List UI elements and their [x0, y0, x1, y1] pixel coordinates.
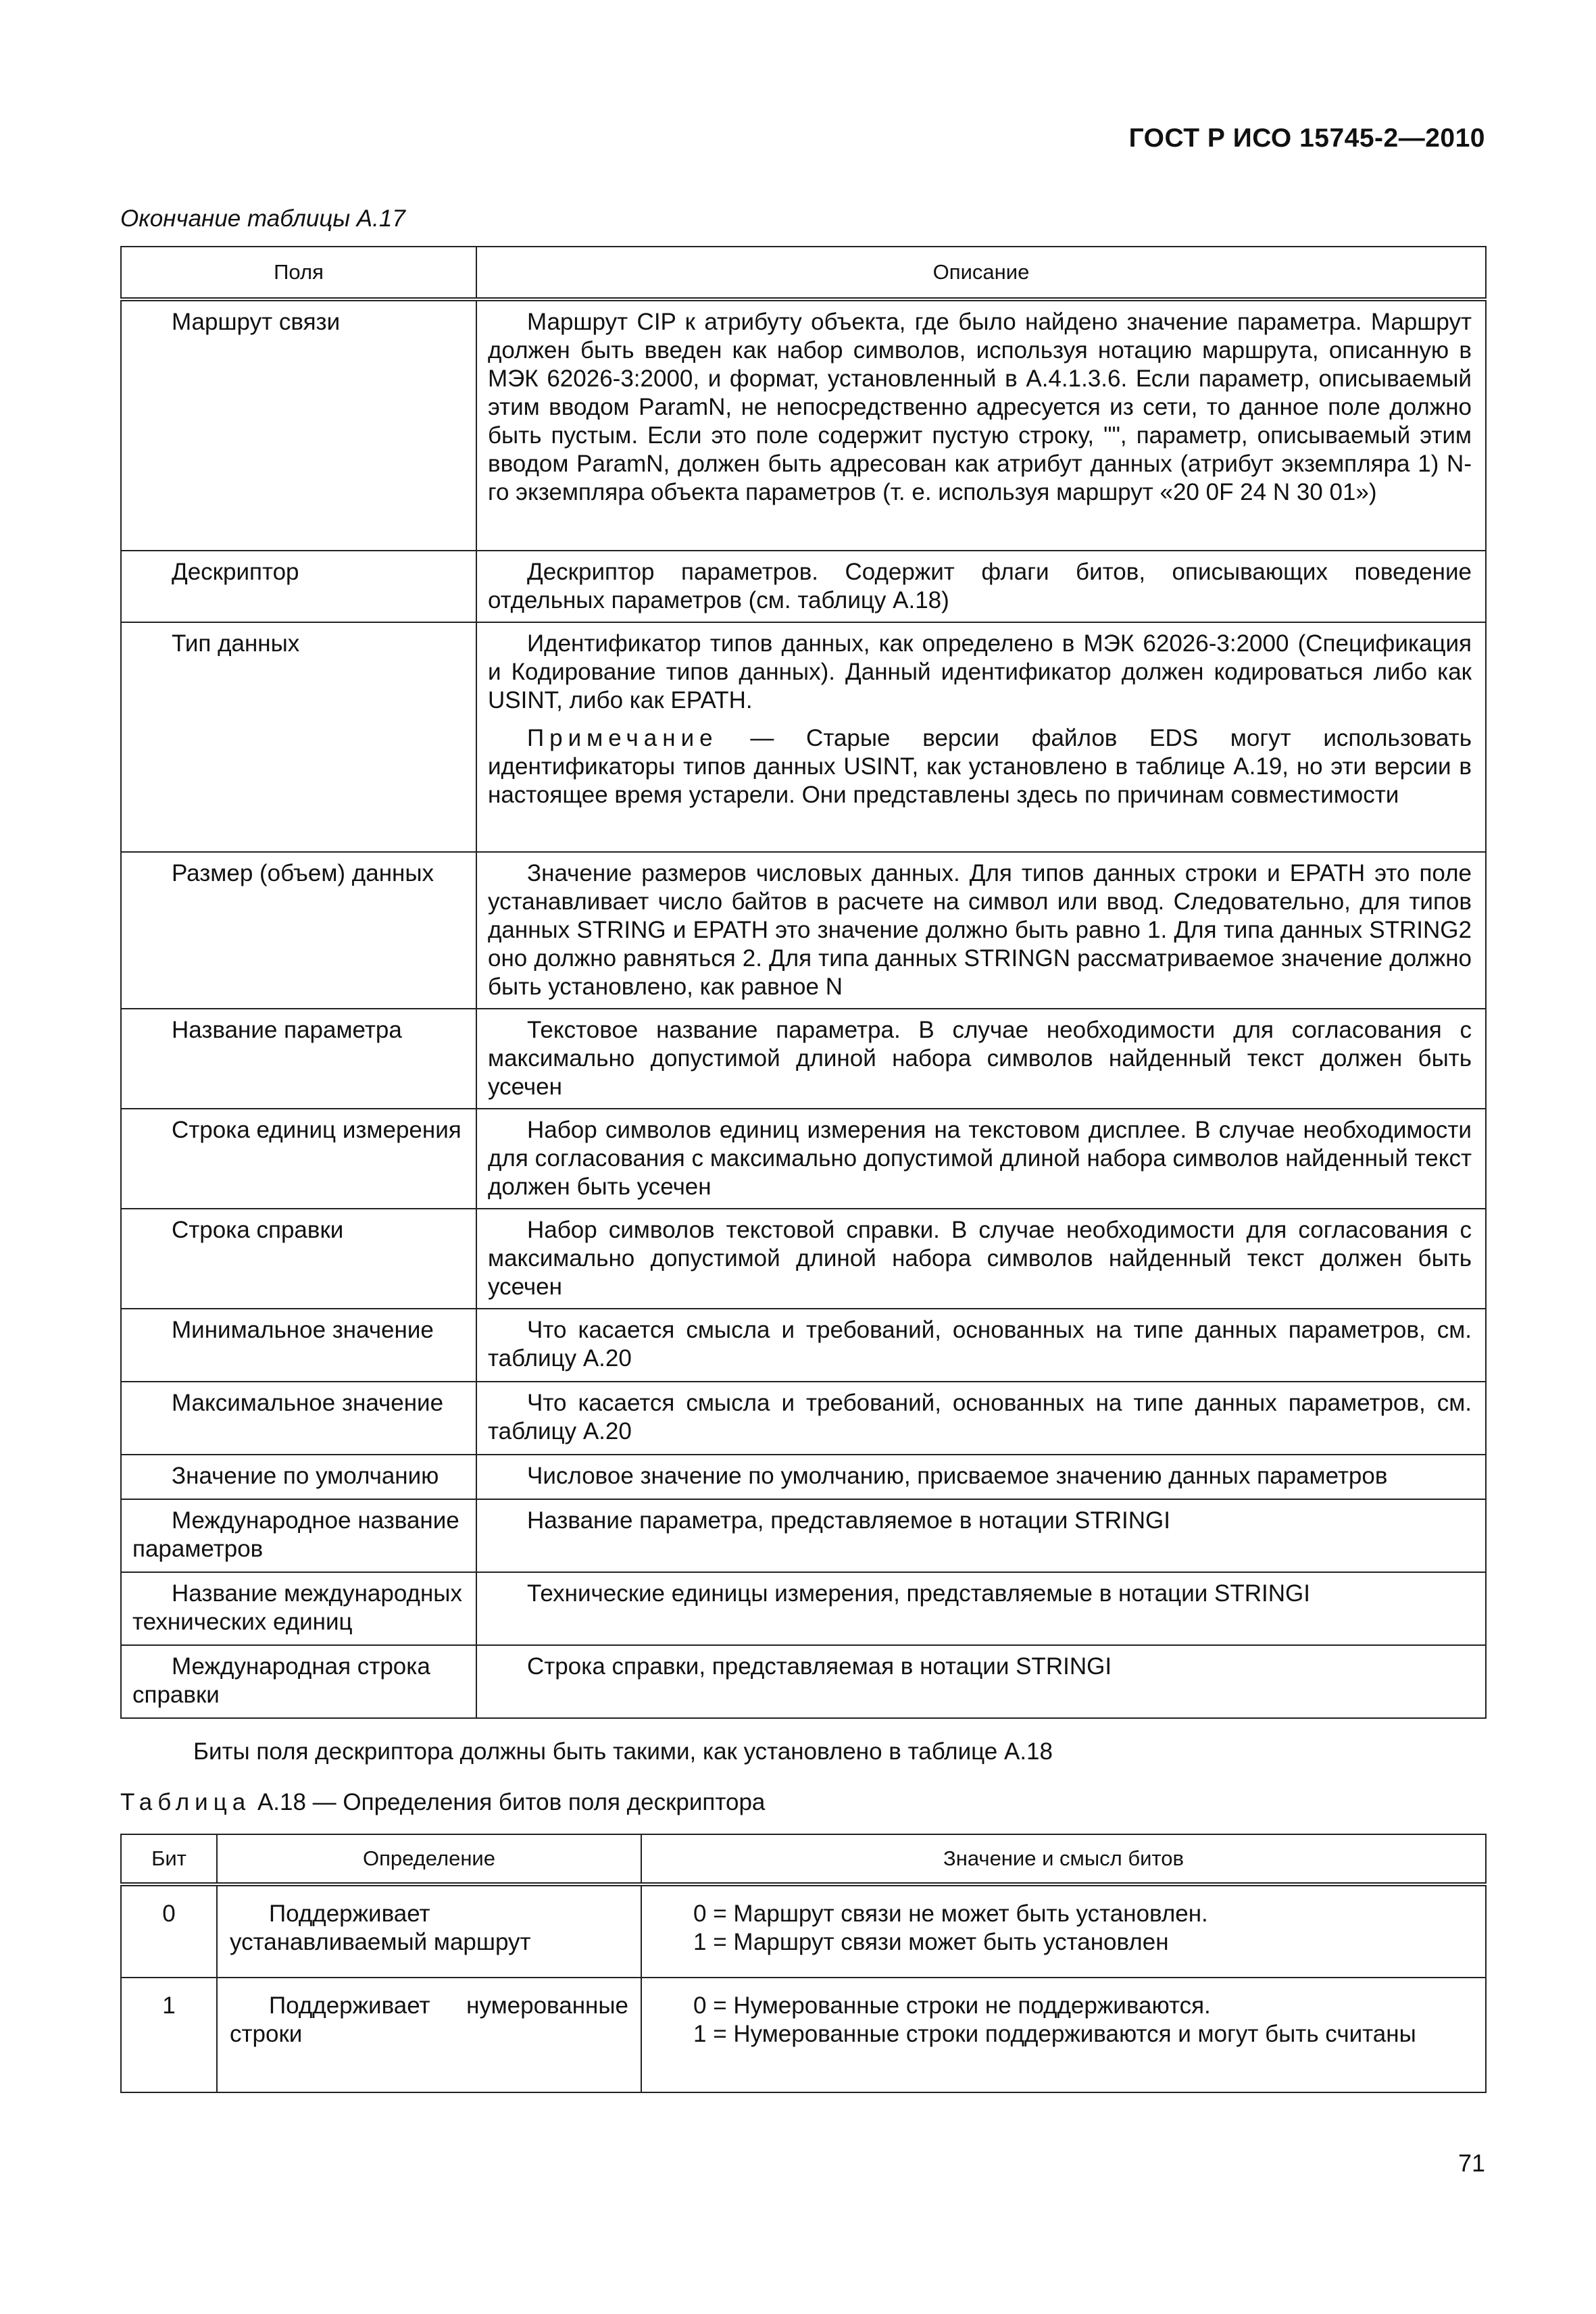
table-row: [121, 1645, 1486, 1718]
table-a18-title: [120, 1789, 765, 1816]
field-cell: Размер (объем) данных: [121, 852, 476, 1009]
field-cell: Маршрут связи: [121, 299, 476, 551]
table-row: [121, 622, 1486, 852]
body-paragraph: Биты поля дескриптора должны быть такими, как установлено в таблице А.18: [193, 1738, 1053, 1765]
field-cell: Значение по умолчанию: [121, 1455, 476, 1499]
column-header-meaning: Значение и смысл битов: [641, 1834, 1486, 1884]
table-row: [121, 1109, 1486, 1209]
table-row: [121, 1382, 1486, 1455]
note-label: Примечание: [527, 725, 718, 751]
field-cell: Минимальное значение: [121, 1309, 476, 1382]
table-a17: [120, 246, 1487, 1719]
table-row: [121, 852, 1486, 1009]
table-row: [121, 1455, 1486, 1499]
bit-cell: 0: [121, 1884, 217, 1978]
description-cell: Идентификатор типов данных, как определено в МЭК 62026-3:2000 (Спецификация и Кодирование типов данных). Данный идентификатор должен кодироваться либо как USINT, либо как EPATH. Примечание — Старые версии файлов EDS могут использовать идентификаторы типов данных USINT, как установлено в таблице А.19, но эти версии в настоящее время устарели. Они представлены здесь по причинам совместимости: [476, 622, 1486, 852]
column-header-bit: Бит: [121, 1834, 217, 1884]
definition-cell: Поддерживает устанавливаемый маршрут: [217, 1884, 641, 1978]
description-cell: Дескриптор параметров. Содержит флаги битов, описывающих поведение отдельных параметров (см. таблицу А.18): [476, 551, 1486, 622]
meaning-cell: 0 = Нумерованные строки не поддерживаются. 1 = Нумерованные строки поддерживаются и могут быть считаны: [641, 1978, 1486, 2092]
table-a18: [120, 1834, 1487, 2093]
field-cell: Тип данных: [121, 622, 476, 852]
table-caption: Окончание таблицы А.17: [120, 205, 405, 232]
description-cell: Числовое значение по умолчанию, присваемое значению данных параметров: [476, 1455, 1486, 1499]
description-cell: Что касается смысла и требований, основанных на типе данных параметров, см. таблицу А.20: [476, 1309, 1486, 1382]
description-cell: Технические единицы измерения, представляемые в нотации STRINGI: [476, 1572, 1486, 1645]
table-row: [121, 1209, 1486, 1309]
note: [488, 724, 1472, 809]
description-cell: Набор символов текстовой справки. В случае необходимости для согласования с максимально допустимой длиной набора символов найденный текст должен быть усечен: [476, 1209, 1486, 1309]
table-row: [121, 1309, 1486, 1382]
description-cell: Название параметра, представляемое в нотации STRINGI: [476, 1499, 1486, 1572]
table-header-row: [121, 247, 1486, 299]
table-label: Таблица: [120, 1789, 251, 1815]
table-row: [121, 1572, 1486, 1645]
column-header-description: Описание: [476, 247, 1486, 299]
field-cell: Название международных технических единиц: [121, 1572, 476, 1645]
description-cell: Набор символов единиц измерения на текстовом дисплее. В случае необходимости для согласования с максимально допустимой длиной набора символов найденный текст должен быть усечен: [476, 1109, 1486, 1209]
note-text: — Старые версии файлов EDS могут использовать идентификаторы типов данных USINT, как установлено в таблице А.19, но эти версии в настоящее время устарели. Они представлены здесь по причинам совместимости: [488, 725, 1472, 808]
field-cell: Строка единиц измерения: [121, 1109, 476, 1209]
field-cell: Международная строка справки: [121, 1645, 476, 1718]
table-row: [121, 1884, 1486, 1978]
document-header: ГОСТ Р ИСО 15745-2—2010: [1128, 124, 1485, 153]
field-cell: Название параметра: [121, 1009, 476, 1109]
table-header-row: [121, 1834, 1486, 1884]
table-row: [121, 551, 1486, 622]
table-row: [121, 299, 1486, 551]
field-cell: Максимальное значение: [121, 1382, 476, 1455]
description-cell: Текстовое название параметра. В случае необходимости для согласования с максимально допустимой длиной набора символов найденный текст должен быть усечен: [476, 1009, 1486, 1109]
table-row: [121, 1978, 1486, 2092]
table-title-text: А.18 — Определения битов поля дескриптора: [251, 1789, 766, 1815]
definition-cell: Поддерживает нумерованные строки: [217, 1978, 641, 2092]
table-row: [121, 1499, 1486, 1572]
bit-cell: 1: [121, 1978, 217, 2092]
description-cell: Что касается смысла и требований, основанных на типе данных параметров, см. таблицу А.20: [476, 1382, 1486, 1455]
field-cell: Международное название параметров: [121, 1499, 476, 1572]
description-cell: Значение размеров числовых данных. Для типов данных строки и EPATH это поле устанавливает число байтов в расчете на символ или ввод. Следовательно, для типов данных STRING и EPATH это значение должно быть равно 1. Для типа данных STRING2 оно должно равняться 2. Для типа данных STRINGN рассматриваемое значение должно быть установлено, как равное N: [476, 852, 1486, 1009]
field-cell: Дескриптор: [121, 551, 476, 622]
meaning-cell: 0 = Маршрут связи не может быть установлен. 1 = Маршрут связи может быть установлен: [641, 1884, 1486, 1978]
description-cell: Маршрут CIP к атрибуту объекта, где было найдено значение параметра. Маршрут должен быть введен как набор символов, используя нотацию маршрута, описанную в МЭК 62026-3:2000, и формат, установленный в А.4.1.3.6. Если параметр, описываемый этим вводом ParamN, не непосредственно адресуется из сети, то данное поле должно быть пустым. Если это поле содержит пустую строку, "", параметр, описываемый этим вводом ParamN, должен быть адресован как атрибут данных (атрибут экземпляра 1) N-го экземпляра объекта параметров (т. е. используя маршрут «20 0F 24 N 30 01»): [476, 299, 1486, 551]
column-header-definition: Определение: [217, 1834, 641, 1884]
description-cell: Строка справки, представляемая в нотации STRINGI: [476, 1645, 1486, 1718]
field-cell: Строка справки: [121, 1209, 476, 1309]
column-header-fields: Поля: [121, 247, 476, 299]
table-row: [121, 1009, 1486, 1109]
page-number: 71: [1457, 2149, 1485, 2177]
